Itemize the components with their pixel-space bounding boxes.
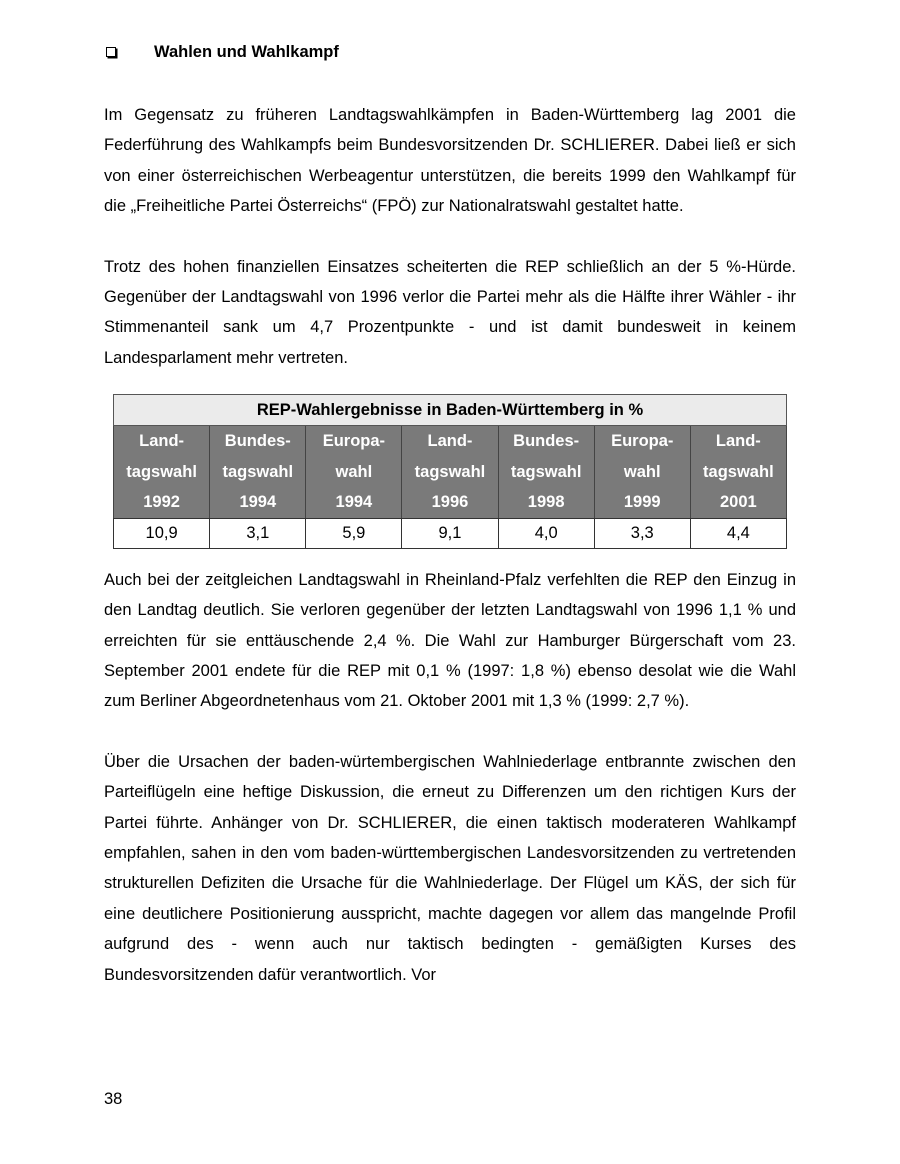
document-page xyxy=(104,38,796,990)
section-title: Wahlen und Wahlkampf xyxy=(154,42,339,61)
page-number: 38 xyxy=(104,1090,123,1108)
table-title: REP-Wahlergebnisse in Baden-Württemberg in % xyxy=(114,395,787,426)
table-cell: 3,3 xyxy=(594,518,690,548)
column-header: Bundes- tagswahl 1994 xyxy=(210,426,306,519)
column-header: Land- tagswahl 2001 xyxy=(690,426,786,519)
checkbox-bullet-icon xyxy=(106,47,116,57)
column-header: Land- tagswahl 1992 xyxy=(114,426,210,519)
column-header: Land- tagswahl 1996 xyxy=(402,426,498,519)
table-row xyxy=(114,518,787,548)
column-header: Europa- wahl 1994 xyxy=(306,426,402,519)
table-cell: 4,4 xyxy=(690,518,786,548)
table-cell: 5,9 xyxy=(306,518,402,548)
table-cell: 10,9 xyxy=(114,518,210,548)
paragraph-4: Über die Ursachen der baden-würtembergischen Wahlniederlage entbrannte zwischen den Parteiflügeln eine heftige Diskussion, die erneut zu Differenzen um den richtigen Kurs der Partei führte. Anhänger von Dr. SCHLIERER, die einen taktisch moderateren Wahlkampf empfahlen, sahen in den vom baden-württembergischen Landesvorsitzenden zu vertretenden strukturellen Defiziten die Ursache für die Wahlniederlage. Der Flügel um KÄS, der sich für eine deutlichere Positionierung ausspricht, machte dagegen vor allem das mangelnde Profil aufgrund des - wenn auch nur taktisch bedingten - gemäßigten Kurses des Bundesvorsitzenden dafür verantwortlich. Vor xyxy=(104,752,796,984)
table-cell: 9,1 xyxy=(402,518,498,548)
column-header: Europa- wahl 1999 xyxy=(594,426,690,519)
section-heading xyxy=(104,38,796,66)
table-header-row xyxy=(114,426,787,519)
column-header: Bundes- tagswahl 1998 xyxy=(498,426,594,519)
table-cell: 3,1 xyxy=(210,518,306,548)
paragraph-2: Trotz des hohen finanziellen Einsatzes scheiterten die REP schließlich an der 5 %-Hürde. Gegenüber der Landtagswahl von 1996 verlor die Partei mehr als die Hälfte ihrer Wähler - ihr Stimmenanteil sank um 4,7 Prozentpunkte - und ist damit bundesweit in keinem Landesparlament mehr vertreten. xyxy=(104,257,796,367)
paragraph-1: Im Gegensatz zu früheren Landtagswahlkämpfen in Baden-Württemberg lag 2001 die Federführung des Wahlkampfs beim Bundesvorsitzenden Dr. SCHLIERER. Dabei ließ er sich von einer österreichischen Werbeagentur unterstützen, die bereits 1999 den Wahlkampf für die „Freiheitliche Partei Österreichs“ (FPÖ) zur Nationalratswahl gestaltet hatte. xyxy=(104,106,796,216)
paragraph-3: Auch bei der zeitgleichen Landtagswahl in Rheinland-Pfalz verfehlten die REP den Einzug in den Landtag deutlich. Sie verloren gegenüber der letzten Landtagswahl von 1996 1,1 % und erreichten für sie enttäuschende 2,4 %. Die Wahl zur Hamburger Bürgerschaft vom 23. September 2001 endete für die REP mit 0,1 % (1997: 1,8 %) ebenso desolat wie die Wahl zum Berliner Abgeordnetenhaus vom 21. Oktober 2001 mit 1,3 % (1999: 2,7 %). xyxy=(104,570,796,711)
table-cell: 4,0 xyxy=(498,518,594,548)
election-results-table xyxy=(113,394,787,549)
